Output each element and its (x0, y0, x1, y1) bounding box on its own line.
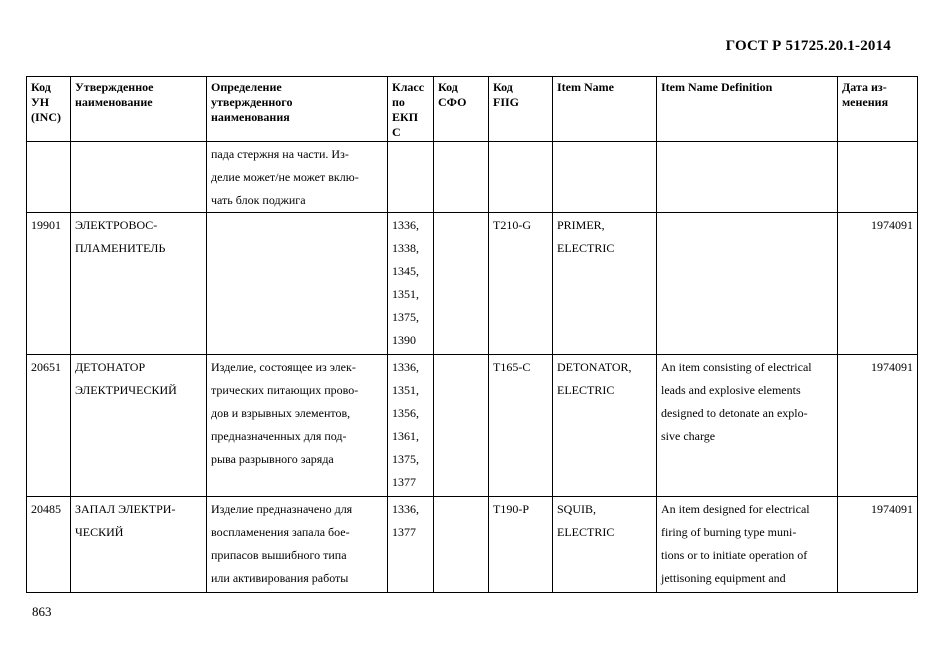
cell-line: рыва разрывного заряда (211, 452, 334, 466)
header-label: УН (31, 95, 50, 109)
cell-line: ЭЛЕКТРИЧЕСКИЙ (75, 383, 177, 397)
table-row (27, 497, 918, 593)
header-label: по (392, 95, 405, 109)
cell-line: DETONATOR, (557, 360, 632, 374)
column-sfo-header (434, 77, 489, 142)
class-cell (388, 213, 434, 355)
definition-cell (207, 497, 388, 593)
cell-line: чать блок поджига (211, 193, 306, 207)
header-label: Код (438, 80, 458, 94)
cell-line: 1375, (392, 452, 419, 466)
inc-cell (27, 142, 71, 213)
header-label: Код (31, 80, 51, 94)
fiig-cell: T210-G (489, 213, 553, 355)
cell-line: дов и взрывных элементов, (211, 406, 351, 420)
sfo-cell (434, 497, 489, 593)
cell-line: 1351, (392, 383, 419, 397)
column-change-date-header (838, 77, 918, 142)
inc-cell: 19901 (27, 213, 71, 355)
header-label: утвержденного (211, 95, 293, 109)
cell-line: ЭЛЕКТРОВОС- (75, 218, 158, 232)
cell-line: 1377 (392, 475, 416, 489)
cell-line: Изделие предназначено для (211, 502, 353, 516)
table-body (27, 142, 918, 593)
cell-line: sive charge (661, 429, 716, 443)
column-class-header (388, 77, 434, 142)
column-item-definition-header (657, 77, 838, 142)
cell-line: jettisoning equipment and (661, 571, 786, 585)
header-label: Утвержденное (75, 80, 154, 94)
class-cell (388, 355, 434, 497)
cell-line: ELECTRIC (557, 383, 615, 397)
cell-line: An item designed for electrical (661, 502, 810, 516)
page-number: 863 (32, 604, 52, 619)
inc-cell: 20485 (27, 497, 71, 593)
header-label: Item Name Definition (661, 80, 773, 94)
cell-line: PRIMER, (557, 218, 605, 232)
cell-line: ELECTRIC (557, 241, 615, 255)
approved-name-cell (71, 355, 207, 497)
cell-line: SQUIB, (557, 502, 597, 516)
cell-line: 1338, (392, 241, 419, 255)
cell-line: ПЛАМЕНИТЕЛЬ (75, 241, 166, 255)
definition-cell (207, 142, 388, 213)
header-label: Item Name (557, 80, 614, 94)
header-label: Код (493, 80, 513, 94)
cell-line: трических питающих прово- (211, 383, 359, 397)
definition-cell (207, 213, 388, 355)
cell-line: 1361, (392, 429, 419, 443)
cell-line: 1390 (392, 333, 416, 347)
inc-cell: 20651 (27, 355, 71, 497)
cell-line: 1336, (392, 360, 419, 374)
header-label: Определение (211, 80, 282, 94)
item-name-cell (553, 497, 657, 593)
cell-line: ДЕТОНАТОР (75, 360, 146, 374)
cell-line: An item consisting of electrical (661, 360, 812, 374)
cell-line: Изделие, состоящее из элек- (211, 360, 356, 374)
column-fiig-header (489, 77, 553, 142)
item-name-cell (553, 355, 657, 497)
header-label: Дата из- (842, 80, 887, 94)
header-label: ЕКП (392, 110, 419, 124)
change-date-cell (838, 142, 918, 213)
cell-line: делие может/не может вклю- (211, 170, 359, 184)
change-date-cell: 1974091 (838, 213, 918, 355)
cell-line: припасов вышибного типа (211, 548, 347, 562)
approved-name-cell (71, 142, 207, 213)
fiig-cell: T190-P (489, 497, 553, 593)
header-label: Класс (392, 80, 425, 94)
definition-cell (207, 355, 388, 497)
cell-line: ELECTRIC (557, 525, 615, 539)
change-date-cell: 1974091 (838, 497, 918, 593)
cell-line: предназначенных для под- (211, 429, 347, 443)
item-definition-cell (657, 355, 838, 497)
item-definition-cell (657, 497, 838, 593)
cell-line: воспламенения запала бое- (211, 525, 350, 539)
fiig-cell: T165-C (489, 355, 553, 497)
approved-name-cell (71, 213, 207, 355)
cell-line: ЗАПАЛ ЭЛЕКТРИ- (75, 502, 176, 516)
header-label: СФО (438, 95, 467, 109)
column-item-name-header (553, 77, 657, 142)
cell-line: leads and explosive elements (661, 383, 801, 397)
column-approved-name-header (71, 77, 207, 142)
column-inc-header (27, 77, 71, 142)
item-name-cell (553, 213, 657, 355)
cell-line: 1356, (392, 406, 419, 420)
registry-table (26, 76, 918, 593)
cell-line: 1336, (392, 218, 419, 232)
cell-line: 1345, (392, 264, 419, 278)
cell-line: или активирования работы (211, 571, 349, 585)
cell-line: 1351, (392, 287, 419, 301)
cell-line: tions or to initiate operation of (661, 548, 808, 562)
fiig-cell (489, 142, 553, 213)
item-definition-cell (657, 142, 838, 213)
cell-line: 1375, (392, 310, 419, 324)
approved-name-cell (71, 497, 207, 593)
class-cell (388, 142, 434, 213)
cell-line: 1377 (392, 525, 416, 539)
header-label: FIIG (493, 95, 520, 109)
change-date-cell: 1974091 (838, 355, 918, 497)
header-label: наименования (211, 110, 290, 124)
cell-line: firing of burning type muni- (661, 525, 797, 539)
sfo-cell (434, 142, 489, 213)
header-label: С (392, 125, 401, 139)
header-label: наименование (75, 95, 153, 109)
table-row (27, 213, 918, 355)
cell-line: 1336, (392, 502, 419, 516)
table-row (27, 142, 918, 213)
cell-line: пада стержня на части. Из- (211, 147, 349, 161)
item-definition-cell (657, 213, 838, 355)
standard-header: ГОСТ Р 51725.20.1-2014 (725, 38, 891, 54)
header-row (27, 77, 918, 142)
item-name-cell (553, 142, 657, 213)
header-label: (INC) (31, 110, 61, 124)
table-row (27, 355, 918, 497)
cell-line: ЧЕСКИЙ (75, 525, 124, 539)
sfo-cell (434, 213, 489, 355)
class-cell (388, 497, 434, 593)
header-label: менения (842, 95, 889, 109)
cell-line: designed to detonate an explo- (661, 406, 808, 420)
column-definition-header (207, 77, 388, 142)
sfo-cell (434, 355, 489, 497)
